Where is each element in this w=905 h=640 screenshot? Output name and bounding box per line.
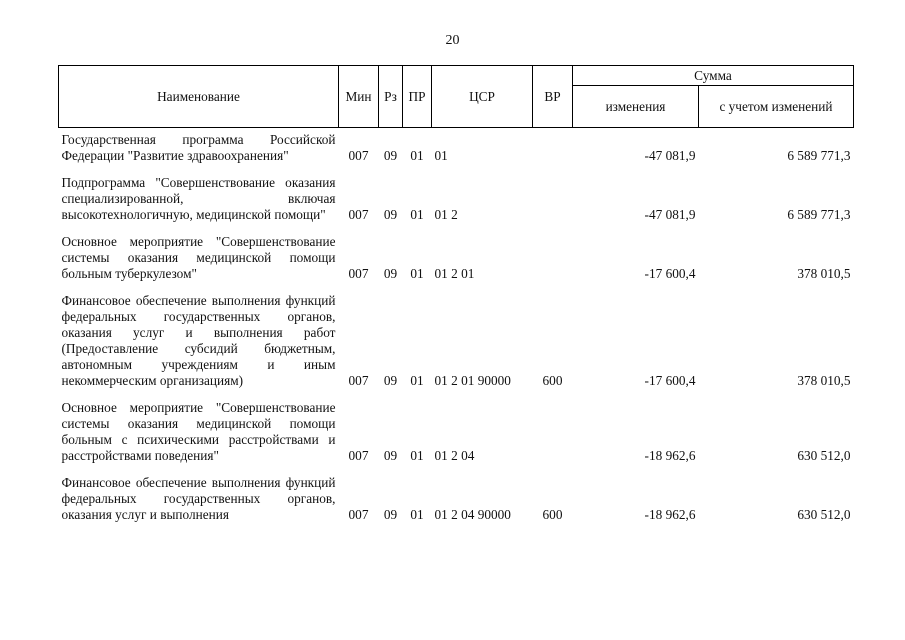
row-csr: 01 2 01 90000 [434,373,511,388]
row-total: 378 010,5 [797,373,851,388]
header-name: Наименование [59,66,339,128]
row-total: 6 589 771,3 [787,148,851,163]
header-with-changes: с учетом изменений [699,86,854,128]
row-rz: 09 [383,448,398,463]
header-vr: ВР [533,66,573,128]
header-min: Мин [339,66,379,128]
row-csr: 01 2 [434,207,458,222]
table-row [59,223,854,282]
row-min: 007 [348,507,369,522]
row-rz: 09 [383,148,398,163]
row-name: Подпрограмма "Совершенствование оказания специализированной, включая высокотехнологичную, медицинской помощи" [61,175,336,222]
row-vr [533,223,573,282]
row-vr [533,164,573,223]
header-change: изменения [573,86,699,128]
row-change: -47 081,9 [644,207,696,222]
row-vr: 600 [542,507,563,522]
row-vr: 600 [542,373,563,388]
row-name: Государственная программа Российской Федерации "Развитие здравоохранения" [61,132,336,163]
row-change: -17 600,4 [644,266,696,281]
row-min: 007 [348,266,369,281]
row-name: Финансовое обеспечение выполнения функций федеральных государственных органов, оказания услуг и выполнения работ (Предоставление субсидий бюджетным, автономным учреждениям и иным некоммерческим организациям) [61,293,336,388]
row-pr: 01 [410,207,424,222]
row-min: 007 [348,448,369,463]
budget-table [58,65,854,523]
page-number: 20 [445,33,460,48]
row-vr [533,128,573,165]
table-row [59,464,854,523]
row-rz: 09 [383,373,398,388]
row-csr: 01 [434,148,448,163]
table-row [59,164,854,223]
row-total: 630 512,0 [797,507,851,522]
row-total: 630 512,0 [797,448,851,463]
row-rz: 09 [383,266,398,281]
row-change: -47 081,9 [644,148,696,163]
row-csr: 01 2 04 90000 [434,507,511,522]
table-row [59,128,854,165]
header-rz: Рз [379,66,403,128]
row-pr: 01 [410,448,424,463]
row-total: 378 010,5 [797,266,851,281]
row-total: 6 589 771,3 [787,207,851,222]
row-name: Основное мероприятие "Совершенствование системы оказания медицинской помощи больным с психическими расстройствами и расстройствами поведения" [61,400,336,463]
row-pr: 01 [410,266,424,281]
row-min: 007 [348,373,369,388]
row-change: -17 600,4 [644,373,696,388]
row-vr [533,389,573,464]
row-change: -18 962,6 [644,507,696,522]
row-pr: 01 [410,507,424,522]
row-csr: 01 2 04 [434,448,475,463]
row-name: Основное мероприятие "Совершенствование системы оказания медицинской помощи больным туберкулезом" [61,234,336,281]
row-min: 007 [348,148,369,163]
row-change: -18 962,6 [644,448,696,463]
header-csr: ЦСР [432,66,533,128]
row-min: 007 [348,207,369,222]
row-name: Финансовое обеспечение выполнения функций федеральных государственных органов, оказания услуг и выполнения [61,475,336,522]
row-rz: 09 [383,207,398,222]
row-pr: 01 [410,148,424,163]
header-pr: ПР [403,66,432,128]
row-pr: 01 [410,373,424,388]
header-sum: Сумма [573,66,854,86]
row-rz: 09 [383,507,398,522]
table-row [59,282,854,389]
table-row [59,389,854,464]
row-csr: 01 2 01 [434,266,475,281]
